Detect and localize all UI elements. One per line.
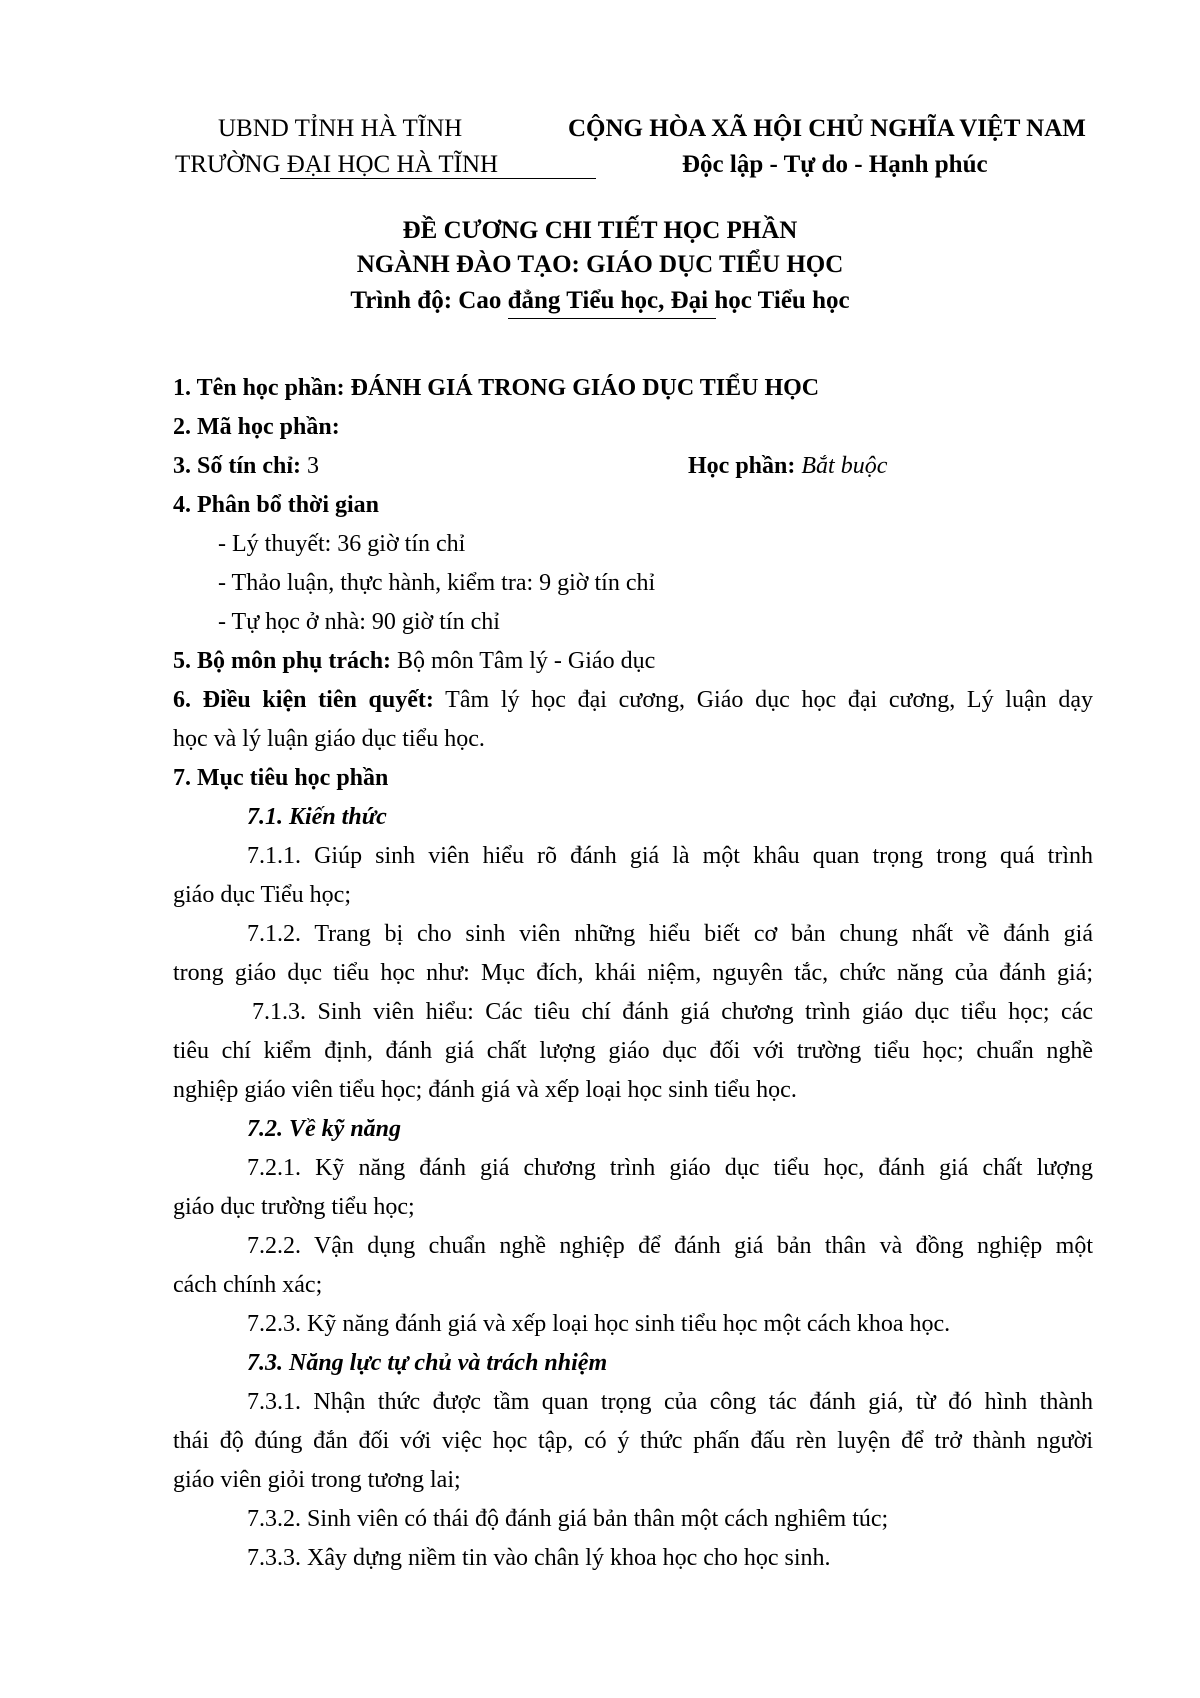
header-right-line2: Độc lập - Tự do - Hạnh phúc: [682, 151, 988, 178]
credit-count: 3: [307, 453, 320, 479]
section-1: [173, 369, 1093, 408]
item-7-1-3-line3: nghiệp giáo viên tiểu học; đánh giá và xếp loại học sinh tiểu học.: [173, 1077, 797, 1103]
item-7-3-1-line3: giáo viên giỏi trong tương lai;: [173, 1467, 461, 1493]
section-5: [173, 642, 1093, 681]
item-7-1-2-line1: 7.1.2. Trang bị cho sinh viên những hiểu biết cơ bản chung nhất về đánh giá: [247, 921, 1093, 947]
item-7-2-1-line2: giáo dục trường tiểu học;: [173, 1194, 415, 1220]
section-2-label: 2. Mã học phần:: [173, 414, 340, 440]
item-7-1-3-line1: 7.1.3. Sinh viên hiểu: Các tiêu chí đánh giá chương trình giáo dục tiểu học; các: [252, 999, 1093, 1025]
item-7-3-1-line1: 7.3.1. Nhận thức được tầm quan trọng của công tác đánh giá, từ đó hình thành: [247, 1389, 1093, 1415]
document-subtitle-level: Trình độ: Cao đẳng Tiểu học, Đại học Tiểu học: [350, 287, 850, 314]
header-left-underline: [280, 178, 596, 179]
item-7-2-1-line1: 7.2.1. Kỹ năng đánh giá chương trình giáo dục tiểu học, đánh giá chất lượng: [247, 1155, 1093, 1181]
section-7-1-label: 7.1. Kiến thức: [247, 804, 387, 830]
time-item-practice: - Thảo luận, thực hành, kiểm tra: 9 giờ tín chỉ: [218, 570, 656, 596]
course-name: ĐÁNH GIÁ TRONG GIÁO DỤC TIỂU HỌC: [350, 375, 820, 401]
item-7-1-1-line2: giáo dục Tiểu học;: [173, 882, 351, 908]
section-3-label: 3. Số tín chỉ:: [173, 453, 302, 479]
prerequisites-line1: Tâm lý học đại cương, Giáo dục học đại cương, Lý luận dạy: [445, 687, 1093, 713]
course-type-value: Bắt buộc: [801, 453, 888, 479]
section-7-2-label: 7.2. Về kỹ năng: [247, 1116, 402, 1142]
time-item-selfstudy: - Tự học ở nhà: 90 giờ tín chỉ: [218, 609, 500, 635]
section-6-line1: [173, 681, 1093, 720]
section-7-3-label: 7.3. Năng lực tự chủ và trách nhiệm: [247, 1350, 608, 1376]
section-4-label: 4. Phân bổ thời gian: [173, 492, 380, 518]
section-5-label: 5. Bộ môn phụ trách:: [173, 648, 392, 674]
course-type-label: Học phần:: [688, 453, 796, 479]
header-left-line1: UBND TỈNH HÀ TĨNH: [218, 115, 463, 142]
header-left-line2: TRƯỜNG ĐẠI HỌC HÀ TĨNH: [175, 151, 499, 178]
item-7-1-2-line2: trong giáo dục tiểu học như: Mục đích, khái niệm, nguyên tắc, chức năng của đánh giá;: [173, 960, 1093, 986]
title-underline: [508, 318, 716, 319]
document-subtitle-major: NGÀNH ĐÀO TẠO: GIÁO DỤC TIỂU HỌC: [356, 251, 844, 278]
prerequisites-line2: học và lý luận giáo dục tiểu học.: [173, 726, 485, 752]
department-name: Bộ môn Tâm lý - Giáo dục: [397, 648, 656, 674]
section-1-label: 1. Tên học phần:: [173, 375, 345, 401]
time-item-theory: - Lý thuyết: 36 giờ tín chỉ: [218, 531, 466, 557]
course-type: [688, 447, 887, 486]
item-7-2-3-line1: 7.2.3. Kỹ năng đánh giá và xếp loại học sinh tiểu học một cách khoa học.: [247, 1311, 951, 1337]
section-7-label: 7. Mục tiêu học phần: [173, 765, 389, 791]
item-7-2-2-line1: 7.2.2. Vận dụng chuẩn nghề nghiệp để đánh giá bản thân và đồng nghiệp một: [247, 1233, 1093, 1259]
item-7-3-3-line1: 7.3.3. Xây dựng niềm tin vào chân lý khoa học cho học sinh.: [247, 1545, 831, 1571]
header-right-line1: CỘNG HÒA XÃ HỘI CHỦ NGHĨA VIỆT NAM: [568, 115, 1086, 142]
document-title: ĐỀ CƯƠNG CHI TIẾT HỌC PHẦN: [402, 217, 798, 244]
item-7-1-1-line1: 7.1.1. Giúp sinh viên hiểu rõ đánh giá là một khâu quan trọng trong quá trình: [247, 843, 1093, 869]
item-7-1-3-line2: tiêu chí kiểm định, đánh giá chất lượng giáo dục đối với trường tiểu học; chuẩn nghề: [173, 1038, 1093, 1064]
item-7-3-2-line1: 7.3.2. Sinh viên có thái độ đánh giá bản thân một cách nghiêm túc;: [247, 1506, 889, 1532]
section-6-label: 6. Điều kiện tiên quyết:: [173, 687, 434, 713]
item-7-3-1-line2: thái độ đúng đắn đối với việc học tập, có ý thức phấn đấu rèn luyện để trở thành người: [173, 1428, 1093, 1454]
section-3: [173, 447, 1093, 486]
item-7-2-2-line2: cách chính xác;: [173, 1272, 323, 1298]
